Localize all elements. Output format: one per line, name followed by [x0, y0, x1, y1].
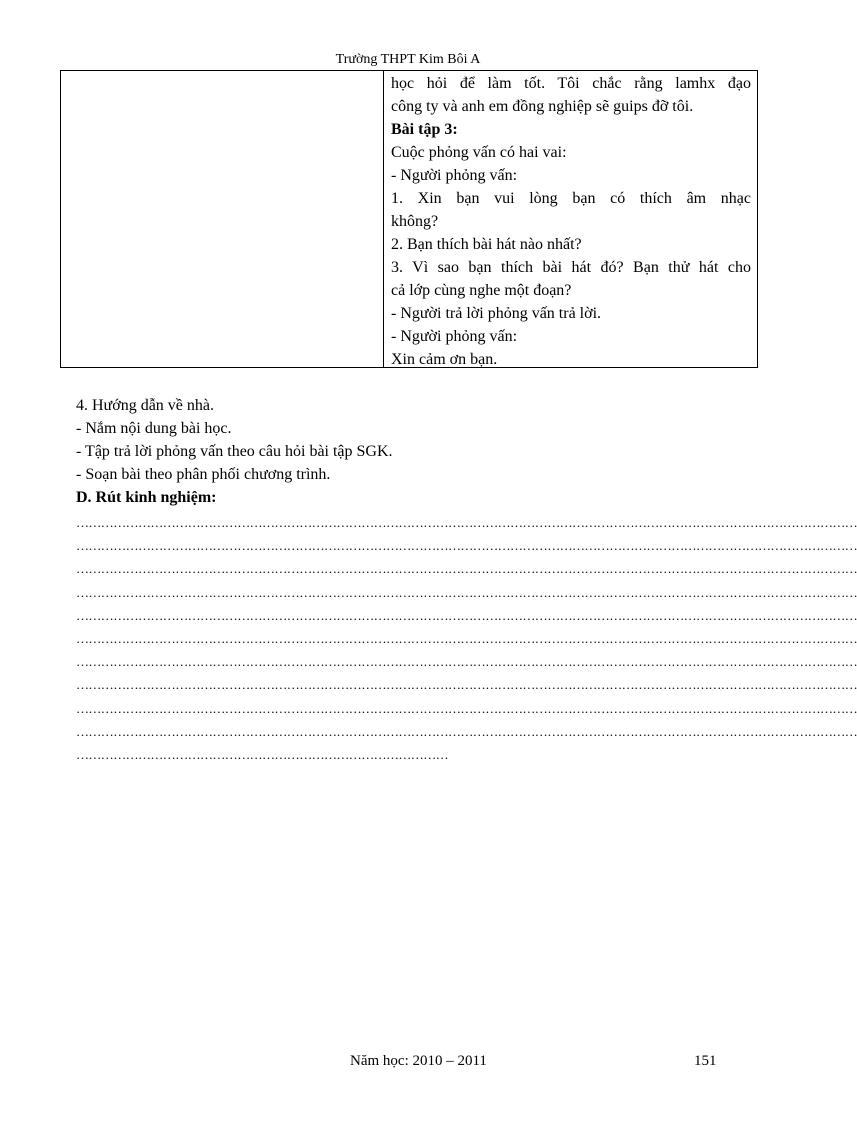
table-line: - Người phỏng vấn:	[391, 167, 518, 184]
dot-line: ………………………………………………………………………………………………………………………………………………………………………	[76, 631, 857, 647]
table-line: Xin cảm ơn bạn.	[391, 351, 498, 368]
homework-heading: 4. Hướng dẫn về nhà.	[76, 397, 214, 414]
page-header	[0, 52, 816, 68]
dot-line: ………………………………………………………………………………………………………………………………………………………………………	[76, 700, 857, 716]
homework-item: - Nắm nội dung bài học.	[76, 420, 232, 437]
table-right-cell	[384, 71, 757, 367]
school-year: Năm học: 2010 – 2011	[350, 1053, 487, 1069]
homework-section	[76, 394, 776, 509]
dot-line: ………………………………………………………………………………………………………………………………………………………………………	[76, 538, 857, 554]
table-line: cả lớp cùng nghe một đoạn?	[391, 282, 572, 299]
experience-heading: D. Rút kinh nghiệm:	[76, 489, 217, 506]
table-line: học hỏi để làm tốt. Tôi chắc rằng lamhx đạo	[391, 75, 751, 92]
table-line: 3. Vì sao bạn thích bài hát đó? Bạn thử hát cho	[391, 259, 751, 276]
content-table	[60, 70, 758, 368]
table-line: không?	[391, 213, 439, 230]
table-line: Cuộc phỏng vấn có hai vai:	[391, 144, 567, 161]
dot-line: ………………………………………………………………………………………………………………………………………………………………………	[76, 561, 857, 577]
table-line: 1. Xin bạn vui lòng bạn có thích âm nhạc	[391, 190, 751, 207]
school-name: Trường THPT Kim Bôi A	[335, 52, 481, 67]
table-left-cell	[61, 71, 384, 367]
homework-item: - Tập trả lời phỏng vấn theo câu hỏi bài tập SGK.	[76, 443, 393, 460]
experience-dot-lines	[76, 511, 857, 766]
table-line: - Người phỏng vấn:	[391, 328, 518, 345]
exercise-heading: Bài tập 3:	[391, 121, 458, 138]
dot-line: ………………………………………………………………………………………………………………………………………………………………………	[76, 723, 857, 739]
table-line: công ty và anh em đồng nghiệp sẽ guips đỡ tôi.	[391, 98, 694, 115]
homework-item: - Soạn bài theo phân phối chương trình.	[76, 466, 331, 483]
dot-line: ………………………………………………………………………………………………………………………………………………………………………	[76, 584, 857, 600]
dot-line: ………………………………………………………………………………………………………………………………………………………………………	[76, 515, 857, 530]
table-line: - Người trả lời phỏng vấn trả lời.	[391, 305, 602, 322]
dot-line: ………………………………………………………………………………………………………………………………………………………………………	[76, 654, 857, 670]
table-line: 2. Bạn thích bài hát nào nhất?	[391, 236, 582, 253]
dot-line: ………………………………………………………………………………	[76, 747, 449, 763]
dot-line: ………………………………………………………………………………………………………………………………………………………………………	[76, 677, 857, 693]
dot-line: ………………………………………………………………………………………………………………………………………………………………………	[76, 607, 857, 623]
page-number: 151	[694, 1053, 717, 1069]
